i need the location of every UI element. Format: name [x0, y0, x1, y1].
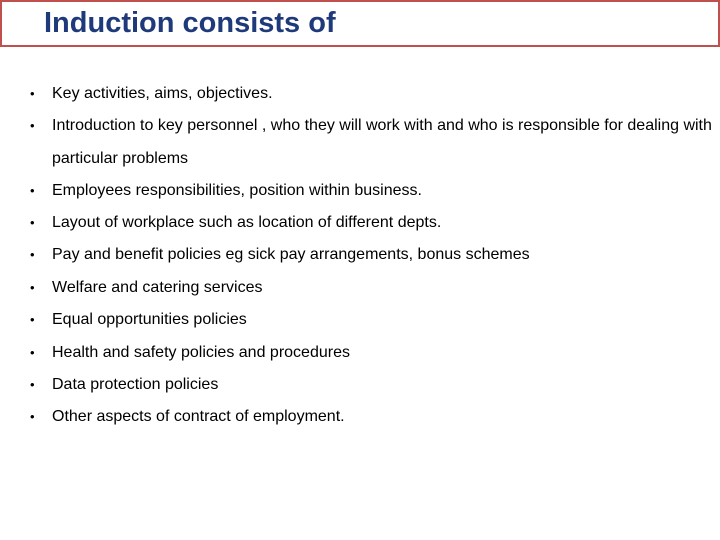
list-item-text: Equal opportunities policies: [52, 311, 247, 328]
bullet-icon: •: [30, 312, 35, 327]
list-item-text: Pay and benefit policies eg sick pay arrangements, bonus schemes: [52, 246, 530, 263]
list-item-text: Data protection policies: [52, 376, 219, 393]
list-item-text: Key activities, aims, objectives.: [52, 85, 273, 102]
bullet-icon: •: [30, 377, 35, 392]
bullet-icon: •: [30, 247, 35, 262]
list-item-text: Introduction to key personnel , who they will work with and who is responsible for dealing with particular problems: [52, 117, 712, 167]
list-item-text: Health and safety policies and procedures: [52, 344, 350, 361]
bullet-icon: •: [30, 409, 35, 424]
bullet-icon: •: [30, 118, 35, 133]
list-item-text: Welfare and catering services: [52, 279, 263, 296]
list-item-text: Other aspects of contract of employment.: [52, 408, 345, 425]
page-title: Induction consists of: [44, 7, 336, 39]
bullet-icon: •: [30, 215, 35, 230]
bullet-icon: •: [30, 86, 35, 101]
list-item-text: Employees responsibilities, position within business.: [52, 182, 422, 199]
list-item-text: Layout of workplace such as location of different depts.: [52, 214, 442, 231]
bullet-icon: •: [30, 280, 35, 295]
title-bar: [0, 0, 720, 47]
bullet-icon: •: [30, 183, 35, 198]
bullet-icon: •: [30, 345, 35, 360]
